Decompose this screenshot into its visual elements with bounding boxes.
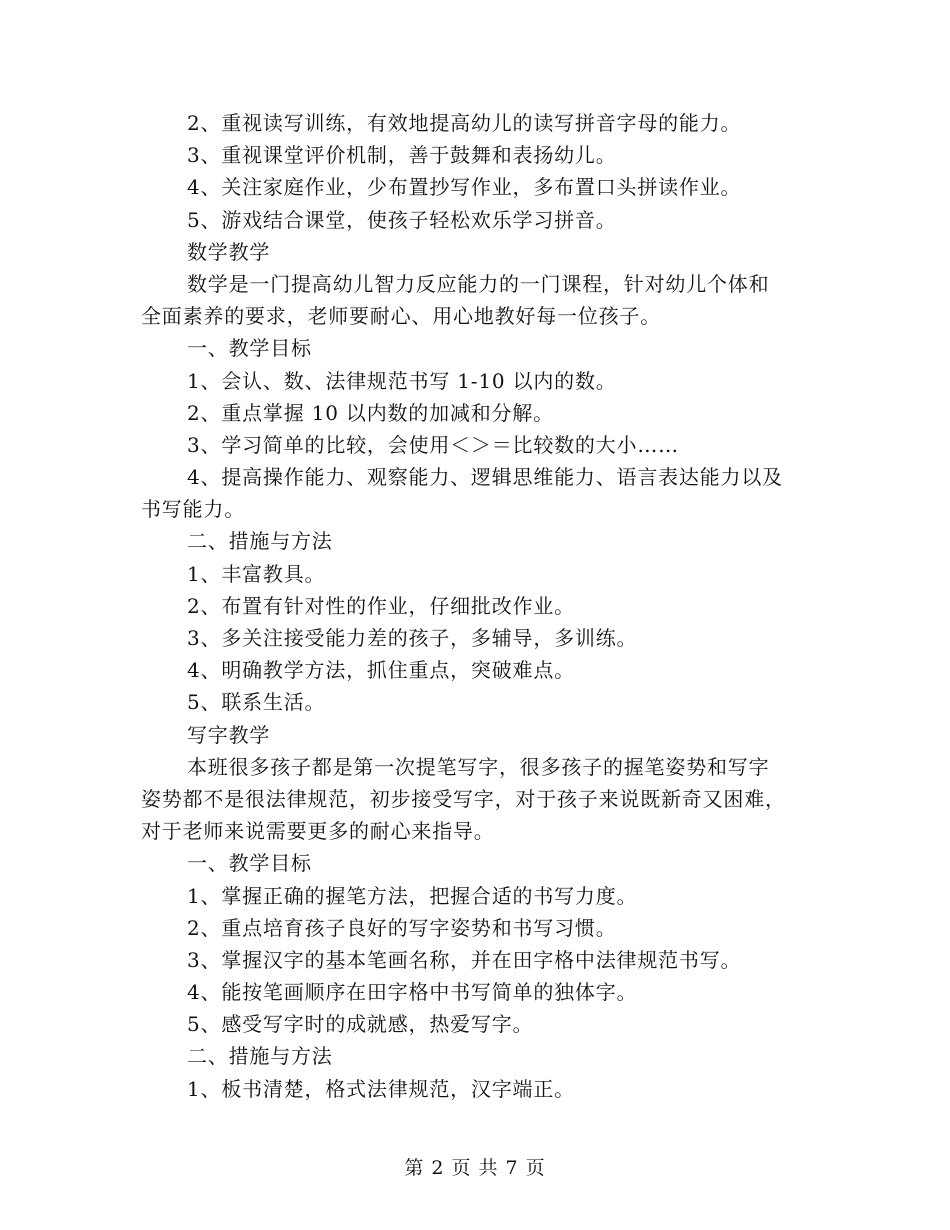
text-line: 全面素养的要求，老师要耐心、用心地教好每一位孩子。 xyxy=(141,304,661,329)
text-line: 2、重视读写训练，有效地提高幼儿的读写拼音字母的能力。 xyxy=(187,111,742,135)
text-line: 3、多关注接受能力差的孩子，多辅导，多训练。 xyxy=(187,626,638,650)
text-line: 4、能按笔画顺序在田字格中书写简单的独体字。 xyxy=(187,980,638,1005)
text-line: 本班很多孩子都是第一次提笔写字，很多孩子的握笔姿势和写字 xyxy=(187,754,770,779)
text-line: 3、重视课堂评价机制，善于鼓舞和表扬幼儿。 xyxy=(187,143,617,168)
text-line: 2、布置有针对性的作业，仔细批改作业。 xyxy=(187,593,575,618)
text-line: 5、感受写字时的成就感，热爱写字。 xyxy=(187,1012,534,1037)
text-line: 姿势都不是很法律规范，初步接受写字，对于孩子来说既新奇又困难， xyxy=(141,786,786,811)
text-line: 4、明确教学方法，抓住重点，突破难点。 xyxy=(187,658,575,683)
text-line: 二、措施与方法 xyxy=(187,529,333,554)
text-line: 1、会认、数、法律规范书写 1-10 以内的数。 xyxy=(187,368,617,393)
text-line: 5、联系生活。 xyxy=(187,690,326,715)
text-line: 4、提高操作能力、观察能力、逻辑思维能力、语言表达能力以及 xyxy=(187,465,783,490)
text-line: 5、游戏结合课堂，使孩子轻松欢乐学习拼音。 xyxy=(187,207,617,232)
text-line: 数学教学 xyxy=(187,239,271,264)
text-line: 2、重点培育孩子良好的写字姿势和书写习惯。 xyxy=(187,915,617,940)
text-line: 3、学习简单的比较，会使用＜＞＝比较数的大小…… xyxy=(187,432,679,457)
text-line: 1、丰富教具。 xyxy=(187,561,326,586)
document-body xyxy=(141,107,811,1105)
text-line: 1、板书清楚，格式法律规范，汉字端正。 xyxy=(187,1076,575,1101)
text-line: 2、重点掌握 10 以内数的加减和分解。 xyxy=(187,400,554,425)
page-footer: 第 2 页 共 7 页 xyxy=(404,1157,546,1179)
text-line: 一、教学目标 xyxy=(187,336,312,361)
text-line: 二、措施与方法 xyxy=(187,1044,333,1069)
text-line: 1、掌握正确的握笔方法，把握合适的书写力度。 xyxy=(187,883,638,908)
text-line: 书写能力。 xyxy=(141,497,245,522)
text-line: 4、关注家庭作业，少布置抄写作业，多布置口头拼读作业。 xyxy=(187,175,742,200)
text-line: 一、教学目标 xyxy=(187,851,312,876)
text-line: 对于老师来说需要更多的耐心来指导。 xyxy=(141,819,495,844)
text-line: 3、掌握汉字的基本笔画名称，并在田字格中法律规范书写。 xyxy=(187,947,742,972)
text-line: 写字教学 xyxy=(187,722,271,747)
text-line: 数学是一门提高幼儿智力反应能力的一门课程，针对幼儿个体和 xyxy=(187,271,770,296)
